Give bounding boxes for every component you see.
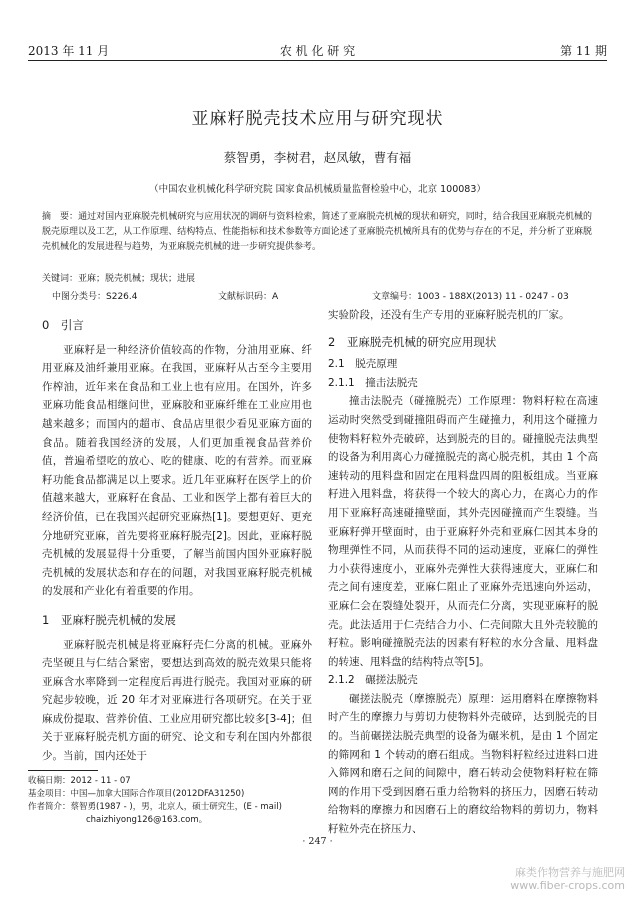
left-column — [42, 316, 312, 766]
keywords: 关键词：亚麻；脱壳机械；现状；进展 — [42, 274, 196, 284]
friction-hulling-paragraph: 碾搓法脱壳（摩擦脱壳）原理：运用磨料在摩擦物料时产生的摩擦力与剪切力使物料外壳破碎，达到脱壳的目的。当前碾搓法脱壳典型的设备为碾米机，是由 1 个固定的筛网和 1 个转动的磨石组成。当物料籽粒经过进料口进入筛网和磨石之间的间隙中，磨石转动会使物料籽粒在筛网的作用下受到因磨石重力给物料的挤压力，因磨石转动给物料的摩擦力和因磨石上的磨纹给物料的剪切力，物料籽粒外壳在挤压力、 — [328, 692, 598, 836]
fund-project: 基金项目：中国—加拿大国际合作项目(2012DFA31250) — [28, 789, 245, 799]
continued-paragraph: 实验阶段，还没有生产专用的亚麻籽脱壳机的厂家。 — [328, 309, 570, 321]
author-email: chaizhiyong126@163.com。 — [86, 815, 208, 825]
watermark — [510, 866, 625, 892]
authors: 蔡智勇，李树君，赵凤敏，曹有福 — [223, 150, 412, 165]
issue-number: 第 11 期 — [560, 44, 607, 58]
article-number: 文章编号：1003 - 188X(2013) 11 - 0247 - 03 — [372, 292, 569, 302]
paper-title: 亚麻籽脱壳技术应用与研究现状 — [191, 109, 444, 129]
section-0-heading: 0 引言 — [42, 318, 84, 332]
document-code: 文献标识码：A — [218, 292, 279, 302]
section-2-1-1-heading: 2.1.1 撞击法脱壳 — [328, 376, 418, 389]
header-date: 2013 年 11 月 — [28, 44, 110, 58]
section-2-1-2-heading: 2.1.2 碾搓法脱壳 — [328, 674, 418, 687]
section-2-heading: 2 亚麻脱壳机械的研究应用现状 — [328, 334, 497, 349]
right-column — [328, 306, 598, 839]
section-1-paragraph: 亚麻籽脱壳机械是将亚麻籽壳仁分离的机械。亚麻外壳坚硬且与仁结合紧密，要想达到高效的脱壳效果只能将亚麻含水率降到一定程度后再进行脱壳。我国对亚麻的研究起步较晚，近 20 年才对亚麻进行各项研究。在关于亚麻成份提取、营养价值、工业应用研究都比较多[3-4]；但关于亚麻籽脱壳机方面的研究、论文和专利在国内外都很少。当前，国内还处于 — [42, 638, 312, 763]
clc-number: 中图分类号：S226.4 — [52, 292, 138, 302]
intro-paragraph: 亚麻籽是一种经济价值较高的作物，分油用亚麻、纤用亚麻及油纤兼用亚麻。在我国，亚麻籽从古至今主要用作榨油，近年来在食品和工业上也有应用。在国外，许多亚麻功能食品相继问世，亚麻胶和亚麻纤维在工业应用也越来越多；而国内的超市、食品店里很少看见亚麻方面的食品。随着我国经济的发展，人们更加重视食品营养价值，普遍希望吃的放心、吃的健康、吃的有营养。而亚麻籽功能食品都满足以上要求。近几年亚麻籽在医学上的价值越来越大，亚麻籽在食品、工业和医学上都有着巨大的经济价值，已在我国兴起研究亚麻热[1]。要想更好、更充分地研究亚麻，首先要将亚麻籽脱壳[2]。因此，亚麻籽脱壳机械的发展显得十分重要，了解当前国内国外亚麻籽脱壳机械的发展状态和存在的问题，对我国亚麻籽脱壳机械的发展和产业化有着重要的作用。 — [42, 343, 312, 598]
impact-hulling-paragraph: 撞击法脱壳（碰撞脱壳）工作原理：物料籽粒在高速运动时突然受到碰撞阻碍而产生碰撞力，利用这个碰撞力使物料籽粒外壳破碎，达到脱壳的目的。碰撞脱壳法典型的设备为利用离心力碰撞脱壳的离心脱壳机，其由 1 个高速转动的甩料盘和固定在甩料盘四周的阻板组成。当亚麻籽进入甩料盘，将获得一个较大的离心力，在离心力的作用下亚麻籽高速碰撞壁面，其外壳因碰撞而产生裂缝。当亚麻籽弹开壁面时，由于亚麻籽外壳和亚麻仁因其本身的物理弹性不同，从而获得不同的运动速度，亚麻仁的弹性力小获得速度小，亚麻外壳弹性大获得速度大，亚麻仁和壳之间有速度差，亚麻仁阻止了亚麻外壳迅速向外运动，亚麻仁会在裂缝处裂开，从而壳仁分离，实现亚麻籽的脱壳。此法适用于仁壳结合力小、仁壳间隙大且外壳较脆的籽粒。影响碰撞脱壳法的因素有籽粒的水分含量、甩料盘的转速、甩料盘的结构特点等[5]。 — [328, 395, 598, 668]
section-1-heading: 1 亚麻籽脱壳机械的发展 — [42, 612, 176, 627]
journal-name: 农 机 化 研 究 — [279, 44, 356, 58]
footnote — [28, 775, 318, 827]
author-bio: 作者简介：蔡智勇(1987 - )，男，北京人，硕士研究生，(E - mail) — [28, 802, 282, 812]
page-number: · 247 · — [302, 836, 333, 847]
received-date: 收稿日期：2012 - 11 - 07 — [28, 776, 131, 786]
abstract: 摘 要：通过对国内亚麻脱壳机械研究与应用状况的调研与资料检索，简述了亚麻脱壳机械的现状和研究，同时，结合我国亚麻脱壳机械的脱壳原理以及工艺，从工作原理、结构特点、性能指标和技术参数等方面论述了亚麻脱壳机械所具有的优势与存在的不足，并分析了亚麻脱壳机械化的发展进程与趋势，为亚麻脱壳机械的进一步研究提供参考。 — [42, 212, 592, 252]
section-2-1-heading: 2.1 脱壳原理 — [328, 358, 398, 371]
header-rule — [28, 60, 607, 61]
affiliation: （中国农业机械化科学研究院 国家食品机械质量监督检验中心，北京 100083） — [149, 184, 486, 195]
watermark-site-name: 麻类作物营养与施肥网 — [515, 866, 625, 879]
footnote-rule — [28, 770, 98, 771]
watermark-url: www.fiber-crops.com — [510, 879, 625, 892]
